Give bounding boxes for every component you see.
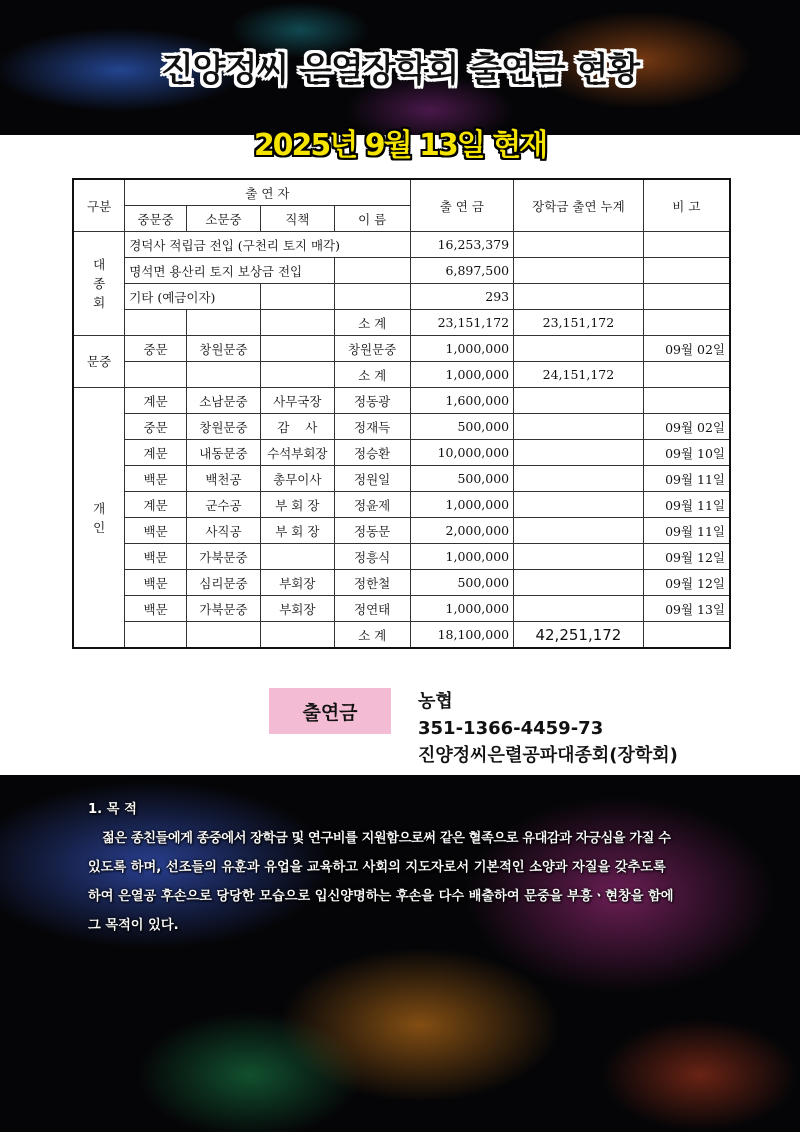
row-name: 정윤제	[334, 492, 410, 518]
row-cumulative	[514, 466, 644, 492]
row-amount: 500,000	[410, 414, 514, 440]
header-donor: 출 연 자	[125, 179, 410, 206]
table-row	[73, 544, 730, 570]
row-somun: 내동문중	[187, 440, 261, 466]
table-row	[73, 232, 730, 258]
account-number: 351-1366-4459-73	[418, 718, 604, 739]
row-cumulative	[514, 570, 644, 596]
row-position: 총무이사	[260, 466, 334, 492]
row-remark: 09월 11일	[643, 518, 730, 544]
empty-cell	[643, 310, 730, 336]
row-position: 부 회 장	[260, 492, 334, 518]
row-remark: 09월 13일	[643, 596, 730, 622]
row-position	[260, 284, 334, 310]
row-amount: 1,000,000	[410, 336, 514, 362]
group-label-text: 대 종 회	[93, 257, 106, 310]
row-name: 정승환	[334, 440, 410, 466]
account-holder: 진양정씨은렬공파대종회(장학회)	[418, 745, 678, 766]
empty-cell	[125, 622, 187, 649]
row-somun: 소남문중	[187, 388, 261, 414]
group-label-daejong	[73, 232, 125, 336]
empty-cell	[260, 310, 334, 336]
row-cumulative	[514, 414, 644, 440]
row-name: 정동광	[334, 388, 410, 414]
row-somun: 창원문중	[187, 336, 261, 362]
row-name: 정재득	[334, 414, 410, 440]
header-cumulative: 장학금 출연 누계	[514, 179, 644, 232]
row-remark	[643, 284, 730, 310]
empty-cell	[125, 310, 187, 336]
table-row	[73, 596, 730, 622]
empty-cell	[187, 622, 261, 649]
row-jungmun: 백문	[125, 596, 187, 622]
row-somun: 심리문중	[187, 570, 261, 596]
group-label-individual	[73, 388, 125, 649]
row-amount: 16,253,379	[410, 232, 514, 258]
empty-cell	[643, 362, 730, 388]
row-jungmun: 백문	[125, 466, 187, 492]
row-remark: 09월 02일	[643, 336, 730, 362]
subtotal-row	[73, 622, 730, 649]
row-position: 부 회 장	[260, 518, 334, 544]
donation-label-badge: 출연금	[269, 688, 391, 734]
row-name: 정동문	[334, 518, 410, 544]
header-name: 이 름	[334, 206, 410, 232]
subtotal-label: 소 계	[334, 362, 410, 388]
group-label-text: 개 인	[93, 500, 106, 535]
bank-info	[418, 688, 678, 769]
row-cumulative	[514, 336, 644, 362]
row-description: 경덕사 적립금 전입 (구천리 토지 매각)	[125, 232, 410, 258]
row-remark: 09월 12일	[643, 544, 730, 570]
row-cumulative	[514, 258, 644, 284]
row-somun: 창원문중	[187, 414, 261, 440]
row-position: 부회장	[260, 596, 334, 622]
row-remark	[643, 232, 730, 258]
subtotal-cumulative: 24,151,172	[514, 362, 644, 388]
header-amount: 출 연 금	[410, 179, 514, 232]
subtotal-amount: 18,100,000	[410, 622, 514, 649]
group-label-munjung: 문중	[73, 336, 125, 388]
empty-cell	[260, 362, 334, 388]
row-remark: 09월 02일	[643, 414, 730, 440]
subtotal-label: 소 계	[334, 622, 410, 649]
empty-cell	[187, 310, 261, 336]
purpose-section	[88, 795, 748, 940]
row-remark	[643, 258, 730, 284]
row-jungmun: 계문	[125, 492, 187, 518]
header-position: 직책	[260, 206, 334, 232]
subtotal-row	[73, 362, 730, 388]
row-position: 수석부회장	[260, 440, 334, 466]
row-somun: 가북문중	[187, 596, 261, 622]
row-jungmun: 계문	[125, 440, 187, 466]
header-somun: 소문중	[187, 206, 261, 232]
row-jungmun: 백문	[125, 544, 187, 570]
row-name: 정연태	[334, 596, 410, 622]
row-amount: 1,000,000	[410, 492, 514, 518]
row-cumulative	[514, 544, 644, 570]
subtotal-cumulative: 42,251,172	[514, 622, 644, 649]
row-cumulative	[514, 284, 644, 310]
subtotal-amount: 23,151,172	[410, 310, 514, 336]
row-remark: 09월 12일	[643, 570, 730, 596]
subtotal-row	[73, 310, 730, 336]
header-remarks: 비 고	[643, 179, 730, 232]
table-row	[73, 388, 730, 414]
purpose-line: 있도록 하며, 선조들의 유훈과 유업을 교육하고 사회의 지도자로서 기본적인 소양과 자질을 갖추도록	[88, 860, 666, 875]
row-jungmun: 계문	[125, 388, 187, 414]
purpose-line: 하여 은열공 후손으로 당당한 모습으로 입신양명하는 후손을 다수 배출하여 문중을 부흥ㆍ현창을 함에	[88, 889, 674, 904]
row-somun: 백천공	[187, 466, 261, 492]
row-remark: 09월 10일	[643, 440, 730, 466]
row-amount: 10,000,000	[410, 440, 514, 466]
row-somun: 가북문중	[187, 544, 261, 570]
row-amount: 293	[410, 284, 514, 310]
row-position	[260, 336, 334, 362]
table-row	[73, 284, 730, 310]
purpose-line: 그 목적이 있다.	[88, 918, 179, 933]
empty-cell	[187, 362, 261, 388]
row-position: 감 사	[260, 414, 334, 440]
row-jungmun: 중문	[125, 336, 187, 362]
row-somun: 군수공	[187, 492, 261, 518]
as-of-date: 2025년 9월 13일 현재	[253, 128, 547, 163]
purpose-heading: 1. 목 적	[88, 802, 137, 817]
row-amount: 1,600,000	[410, 388, 514, 414]
row-cumulative	[514, 518, 644, 544]
empty-cell	[260, 622, 334, 649]
row-remark	[643, 388, 730, 414]
row-position	[260, 544, 334, 570]
empty-cell	[125, 362, 187, 388]
header-jungmun: 중문중	[125, 206, 187, 232]
table-row	[73, 518, 730, 544]
row-amount: 500,000	[410, 570, 514, 596]
row-remark: 09월 11일	[643, 466, 730, 492]
row-jungmun: 백문	[125, 518, 187, 544]
subtotal-label: 소 계	[334, 310, 410, 336]
donation-table	[72, 178, 731, 649]
table-row	[73, 258, 730, 284]
row-amount: 1,000,000	[410, 544, 514, 570]
row-amount: 2,000,000	[410, 518, 514, 544]
row-amount: 1,000,000	[410, 596, 514, 622]
row-cumulative	[514, 440, 644, 466]
row-cumulative	[514, 596, 644, 622]
row-amount: 6,897,500	[410, 258, 514, 284]
row-name: 정한철	[334, 570, 410, 596]
row-jungmun: 중문	[125, 414, 187, 440]
purpose-line: 젊은 종친들에게 종중에서 장학금 및 연구비를 지원함으로써 같은 혈족으로 유대감과 자긍심을 가질 수	[102, 831, 671, 846]
page-title: 진양정씨 은열장학회 출연금 현황	[160, 50, 640, 90]
row-description: 명석면 용산리 토지 보상금 전입	[125, 258, 335, 284]
empty-cell	[643, 622, 730, 649]
subtotal-amount: 1,000,000	[410, 362, 514, 388]
row-name	[334, 284, 410, 310]
table-row	[73, 440, 730, 466]
subtotal-cumulative: 23,151,172	[514, 310, 644, 336]
table-row	[73, 466, 730, 492]
row-name: 정흥식	[334, 544, 410, 570]
row-jungmun: 백문	[125, 570, 187, 596]
row-name: 정원일	[334, 466, 410, 492]
row-name	[334, 258, 410, 284]
bank-name: 농협	[418, 691, 453, 712]
row-position: 사무국장	[260, 388, 334, 414]
row-cumulative	[514, 232, 644, 258]
row-position: 부회장	[260, 570, 334, 596]
row-remark: 09월 11일	[643, 492, 730, 518]
table-row	[73, 570, 730, 596]
table-row	[73, 336, 730, 362]
header-category: 구분	[73, 179, 125, 232]
row-amount: 500,000	[410, 466, 514, 492]
table-row	[73, 414, 730, 440]
row-somun: 사직공	[187, 518, 261, 544]
table-row	[73, 492, 730, 518]
table-header-row	[73, 179, 730, 206]
row-name: 창원문중	[334, 336, 410, 362]
row-cumulative	[514, 492, 644, 518]
row-cumulative	[514, 388, 644, 414]
row-description: 기타 (예금이자)	[125, 284, 261, 310]
